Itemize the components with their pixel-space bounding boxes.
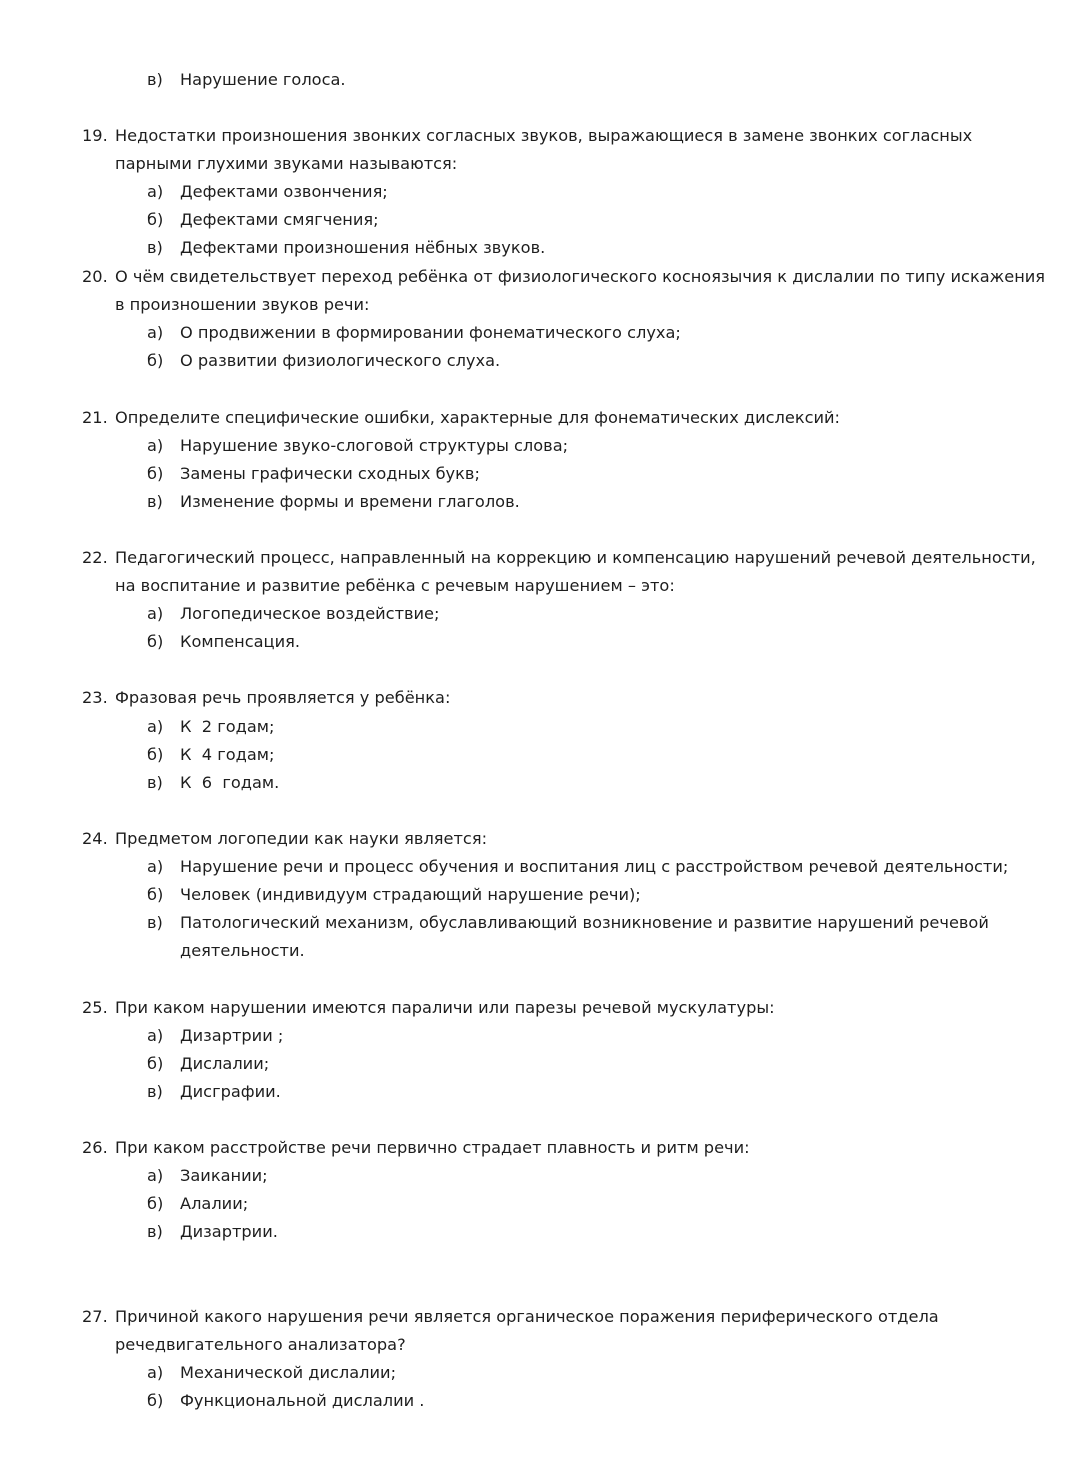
question-text: Недостатки произношения звонких согласных звуков, выражающиеся в замене звонких согласных: [115, 126, 973, 145]
question-number: 26.: [82, 1138, 108, 1157]
question-text: О чём свидетельствует переход ребёнка от физиологического косноязычия к дислалии по типу искажения: [115, 267, 1046, 286]
option-letter: б): [147, 351, 164, 370]
option-text: Компенсация.: [180, 632, 300, 651]
question-text: на воспитание и развитие ребёнка с речевым нарушением – это:: [115, 576, 675, 595]
question-text: речедвигательного анализатора?: [115, 1335, 406, 1354]
question-number: 19.: [82, 126, 108, 145]
option-letter: а): [147, 857, 164, 876]
question-text: При каком расстройстве речи первично страдает плавность и ритм речи:: [115, 1138, 750, 1157]
option-letter: в): [147, 492, 163, 511]
option-text: Изменение формы и времени глаголов.: [180, 492, 520, 511]
option-text: Алалии;: [180, 1194, 249, 1213]
option-text: Нарушение речи и процесс обучения и воспитания лиц с расстройством речевой деятельности;: [180, 857, 1009, 876]
option-text: О продвижении в формировании фонематического слуха;: [180, 323, 681, 342]
question-text: При каком нарушении имеются параличи или парезы речевой мускулатуры:: [115, 998, 775, 1017]
option-letter: б): [147, 1194, 164, 1213]
option-letter: а): [147, 1363, 164, 1382]
option-letter: а): [147, 323, 164, 342]
option-text: Механической дислалии;: [180, 1363, 397, 1382]
question-text: Педагогический процесс, направленный на коррекцию и компенсацию нарушений речевой деятельности,: [115, 548, 1036, 567]
question-number: 27.: [82, 1307, 108, 1326]
option-text: Дефектами озвончения;: [180, 182, 388, 201]
option-letter: б): [147, 885, 164, 904]
option-text: Человек (индивидуум страдающий нарушение речи);: [180, 885, 641, 904]
question-number: 23.: [82, 688, 108, 707]
question-number: 24.: [82, 829, 108, 848]
option-text: Нарушение звуко-слоговой структуры слова;: [180, 436, 569, 455]
option-text: Заикании;: [180, 1166, 268, 1185]
option-letter: в): [147, 1222, 163, 1241]
option-text: О развитии физиологического слуха.: [180, 351, 501, 370]
option-letter: б): [147, 210, 164, 229]
option-letter: в): [147, 238, 163, 257]
question-text: парными глухими звуками называются:: [115, 154, 458, 173]
option-letter: а): [147, 182, 164, 201]
question-text: Причиной какого нарушения речи является органическое поражения периферического отдела: [115, 1307, 939, 1326]
option-text: Функциональной дислалии .: [180, 1391, 425, 1410]
question-text: Определите специфические ошибки, характерные для фонематических дислексий:: [115, 408, 841, 427]
option-letter: а): [147, 717, 164, 736]
option-letter: в): [147, 1082, 163, 1101]
option-letter: а): [147, 436, 164, 455]
option-letter: а): [147, 1026, 164, 1045]
option-text: К 4 годам;: [180, 745, 275, 764]
option-text: Дизартрии ;: [180, 1026, 284, 1045]
option-letter: а): [147, 604, 164, 623]
option-letter: в): [147, 913, 163, 932]
option-text: К 2 годам;: [180, 717, 275, 736]
option-letter: в): [147, 773, 163, 792]
option-letter: б): [147, 1054, 164, 1073]
option-text: Патологический механизм, обуславливающий возникновение и развитие нарушений речевой: [180, 913, 989, 932]
option-text: Дислалии;: [180, 1054, 270, 1073]
option-text: К 6 годам.: [180, 773, 280, 792]
question-number: 25.: [82, 998, 108, 1017]
option-text: Дизартрии.: [180, 1222, 278, 1241]
option-text: Дисграфии.: [180, 1082, 281, 1101]
option-letter: а): [147, 1166, 164, 1185]
option-text: деятельности.: [180, 941, 305, 960]
question-number: 21.: [82, 408, 108, 427]
question-text: в произношении звуков речи:: [115, 295, 370, 314]
option-text: Логопедическое воздействие;: [180, 604, 440, 623]
option-letter: б): [147, 1391, 164, 1410]
question-text: Предметом логопедии как науки является:: [115, 829, 488, 848]
option-text: Замены графически сходных букв;: [180, 464, 480, 483]
option-text: Нарушение голоса.: [180, 70, 346, 89]
option-text: Дефектами произношения нёбных звуков.: [180, 238, 546, 257]
question-number: 22.: [82, 548, 108, 567]
question-number: 20.: [82, 267, 108, 286]
option-letter: в): [147, 70, 163, 89]
option-letter: б): [147, 632, 164, 651]
option-letter: б): [147, 464, 164, 483]
question-text: Фразовая речь проявляется у ребёнка:: [115, 688, 451, 707]
option-text: Дефектами смягчения;: [180, 210, 379, 229]
option-letter: б): [147, 745, 164, 764]
